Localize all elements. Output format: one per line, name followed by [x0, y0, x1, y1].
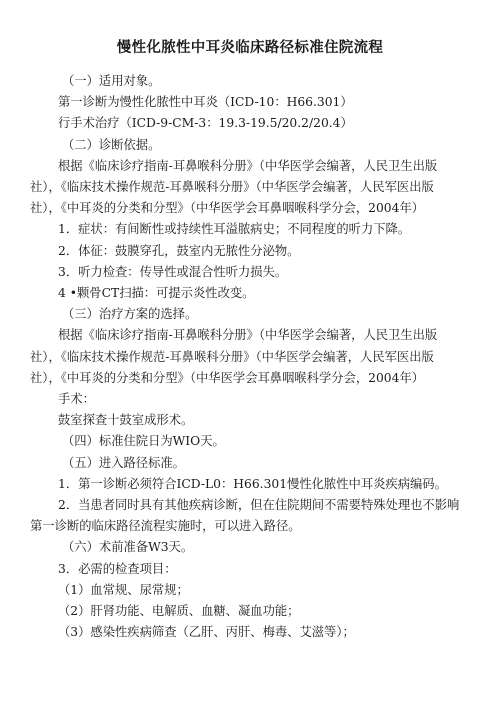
text-line: （五）进入路径标准。 — [62, 455, 185, 470]
text-line: 2．当患者同时具有其他疾病诊断，但在住院期间不需要特殊处理也不影响 — [58, 498, 460, 513]
text-line: 根据《临床诊疗指南-耳鼻喉科分册》（中华医学会编著，人民卫生出版 — [58, 328, 438, 343]
text-line: 手术： — [58, 392, 95, 407]
document-body — [30, 71, 470, 643]
text-line: 社），《临床技术操作规范-耳鼻喉科分册》（中华医学会编著，人民军医出版 — [30, 180, 434, 195]
text-line: 第一诊断为慢性化脓性中耳炎（ICD-10：H66.301） — [58, 95, 353, 110]
text-line: 鼓室探查十鼓室成形术。 — [58, 413, 194, 428]
text-line: 3．听力检查：传导性或混合性听力损失。 — [58, 264, 288, 279]
text-line: （三）治疗方案的选择。 — [62, 307, 198, 322]
text-line: （一）适用对象。 — [62, 74, 161, 88]
text-line: 第一诊断的临床路径流程实施时，可以进入路径。 — [30, 519, 301, 534]
text-line: 行手术治疗（ICD-9-CM-3：19.3-19.5/20.2/20.4） — [58, 116, 353, 131]
text-line: （六）术前准备W3天。 — [62, 540, 194, 555]
text-line: 社），《中耳炎的分类和分型》（中华医学会耳鼻咽喉科学分会，2004年） — [30, 370, 425, 385]
text-line: 根据《临床诊疗指南-耳鼻喉科分册》（中华医学会编著，人民卫生出版 — [58, 158, 438, 173]
text-line: 4 •颗骨CT扫描：可提示炎性改变。 — [58, 286, 255, 301]
text-line: （二）诊断依据。 — [62, 137, 161, 152]
text-line: 2．体征：鼓膜穿孔，鼓室内无脓性分泌物。 — [58, 243, 300, 258]
text-line: （1）血常规、尿常规； — [58, 582, 189, 597]
text-line: 1．症状：有间断性或持续性耳溢脓病史；不同程度的听力下降。 — [58, 222, 411, 237]
text-line: （2）肝肾功能、电解质、血糖、凝血功能； — [58, 604, 300, 619]
text-line: 社），《临床技术操作规范-耳鼻喉科分册》（中华医学会编著，人民军医出版 — [30, 349, 434, 364]
document-title: 慢性化脓性中耳炎临床路径标准住院流程 — [116, 40, 384, 56]
text-line: （四）标准住院日为WIO天。 — [62, 434, 225, 449]
text-line: 1．第一诊断必须符合ICD-L0：H66.301慢性化脓性中耳炎疾病编码。 — [58, 476, 447, 491]
text-line: 社），《中耳炎的分类和分型》（中华医学会耳鼻咽喉科学分会，2004年） — [30, 201, 425, 216]
text-line: （3）感染性疾病筛查（乙肝、丙肝、梅毒、艾滋等）； — [58, 625, 355, 640]
text-line: 3．必需的检查项目： — [58, 561, 177, 576]
